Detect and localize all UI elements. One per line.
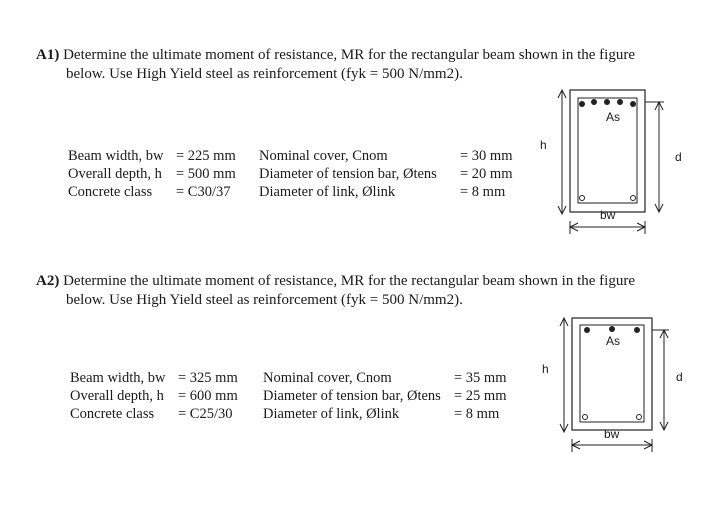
question-a1-statement: [36, 46, 696, 84]
param-value-2: = 25 mm: [454, 388, 507, 404]
bw-label: bw: [600, 208, 616, 222]
beam-section-figure-a1: [534, 84, 694, 244]
param-name-2: Nominal cover, Cnom: [263, 370, 392, 386]
param-name: Beam width, bw: [68, 148, 164, 164]
question-a1-line1: Determine the ultimate moment of resistance, MR for the rectangular beam shown in the figure: [63, 47, 635, 63]
d-label: d: [676, 370, 683, 384]
question-a2-label: A2): [36, 273, 60, 289]
param-row: [68, 147, 528, 165]
d-label: d: [675, 150, 682, 164]
param-value-2: = 8 mm: [460, 184, 506, 200]
question-a2-statement: [36, 272, 696, 310]
question-a1-line2: below. Use High Yield steel as reinforcement (fyk = 500 N/mm2).: [66, 66, 463, 82]
param-value: = 600 mm: [178, 388, 238, 404]
param-name: Overall depth, h: [70, 388, 164, 404]
question-a1-label: A1): [36, 47, 60, 63]
question-a2-parameters: [70, 369, 530, 423]
param-name: Concrete class: [70, 406, 155, 422]
param-row: [70, 405, 530, 423]
param-value: = 225 mm: [176, 148, 236, 164]
beam-section-figure-a2: [538, 312, 698, 462]
param-value-2: = 20 mm: [460, 166, 513, 182]
param-name-2: Diameter of link, Ølink: [263, 406, 400, 422]
param-value: = 500 mm: [176, 166, 236, 182]
param-name-2: Diameter of tension bar, Øtens: [263, 388, 441, 404]
h-label: h: [540, 138, 547, 152]
param-name-2: Diameter of tension bar, Øtens: [259, 166, 437, 182]
param-name: Beam width, bw: [70, 370, 166, 386]
as-label: As: [606, 110, 621, 124]
param-row: [68, 165, 528, 183]
param-value: = C25/30: [178, 406, 233, 422]
param-row: [70, 387, 530, 405]
question-a2-line1: Determine the ultimate moment of resistance, MR for the rectangular beam shown in the figure: [63, 273, 635, 289]
param-value-2: = 35 mm: [454, 370, 507, 386]
param-value-2: = 30 mm: [460, 148, 513, 164]
question-a1-parameters: [68, 147, 528, 201]
param-value: = 325 mm: [178, 370, 238, 386]
param-name-2: Nominal cover, Cnom: [259, 148, 388, 164]
question-a2-line2: below. Use High Yield steel as reinforcement (fyk = 500 N/mm2).: [66, 292, 463, 308]
param-name: Concrete class: [68, 184, 153, 200]
bw-label: bw: [604, 427, 620, 441]
param-value: = C30/37: [176, 184, 231, 200]
param-name: Overall depth, h: [68, 166, 162, 182]
h-label: h: [542, 362, 549, 376]
param-value-2: = 8 mm: [454, 406, 500, 422]
param-name-2: Diameter of link, Ølink: [259, 184, 396, 200]
as-label: As: [606, 334, 621, 348]
param-row: [68, 183, 528, 201]
param-row: [70, 369, 530, 387]
